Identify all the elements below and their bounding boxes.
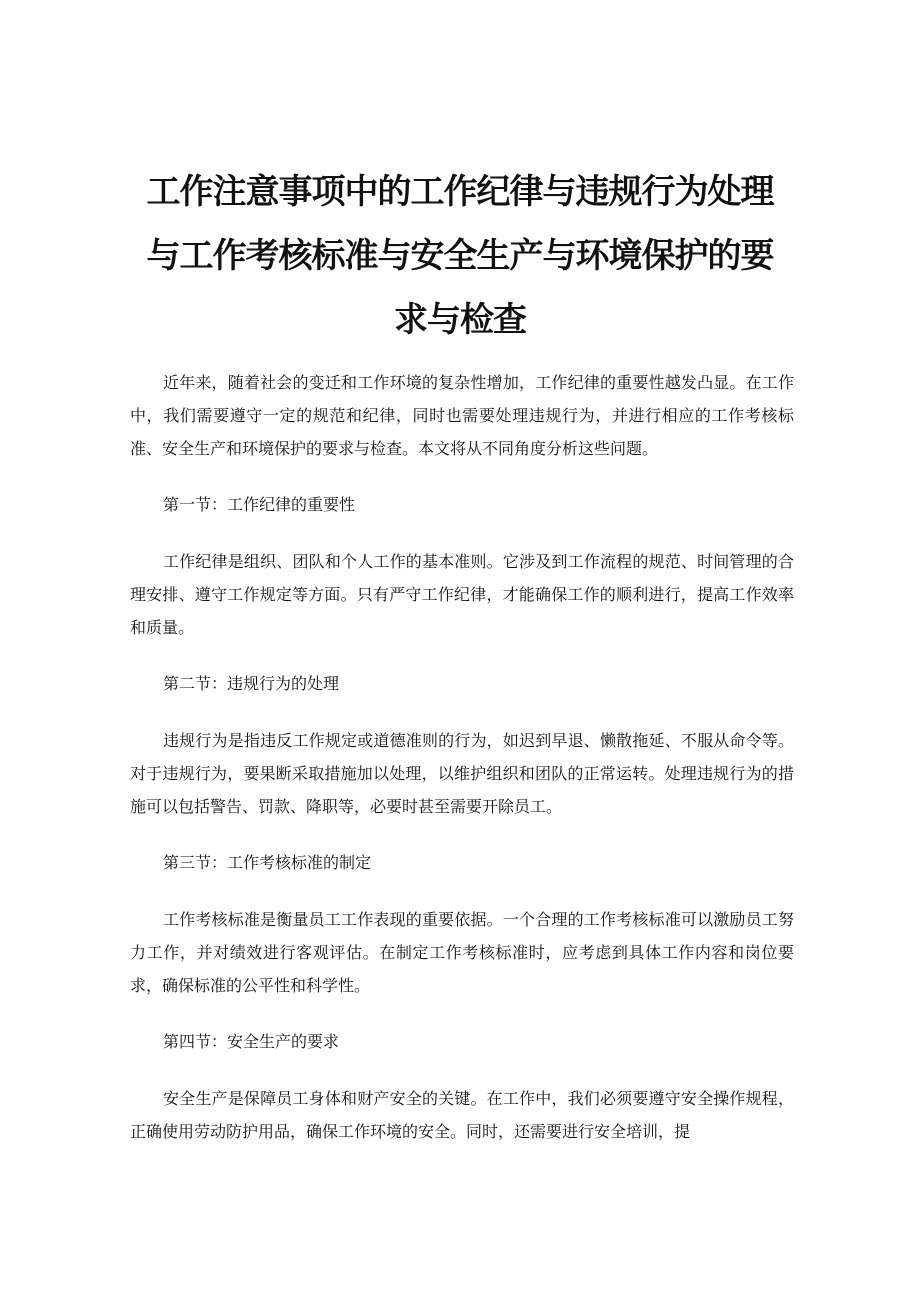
section-2-heading: 第二节：违规行为的处理 bbox=[163, 674, 340, 693]
section-1-paragraph: 工作纪律是组织、团队和个人工作的基本准则。它涉及到工作流程的规范、时间管理的合理安排、遵守工作规定等方面。只有严守工作纪律，才能确保工作的顺利进行，提高工作效率和质量。 bbox=[130, 552, 794, 637]
section-3-paragraph: 工作考核标准是衡量员工工作表现的重要依据。一个合理的工作考核标准可以激励员工努力工作，并对绩效进行客观评估。在制定工作考核标准时，应考虑到具体工作内容和岗位要求，确保标准的公平性和科学性。 bbox=[130, 910, 794, 995]
document-body bbox=[130, 366, 794, 1175]
section-4-heading: 第四节：安全生产的要求 bbox=[163, 1032, 340, 1051]
section-2-paragraph: 违规行为是指违反工作规定或道德准则的行为，如迟到早退、懒散拖延、不服从命令等。对于违规行为，要果断采取措施加以处理，以维护组织和团队的正常运转。处理违规行为的措施可以包括警告、罚款、降职等，必要时甚至需要开除员工。 bbox=[130, 731, 794, 816]
section-4-paragraph: 安全生产是保障员工身体和财产安全的关键。在工作中，我们必须要遵守安全操作规程，正确使用劳动防护用品，确保工作环境的安全。同时，还需要进行安全培训，提 bbox=[130, 1089, 794, 1141]
title-line-1: 工作注意事项中的工作纪律与违规行为处理 bbox=[146, 172, 774, 212]
title-line-3: 求与检查 bbox=[394, 300, 526, 340]
section-3-heading: 第三节：工作考核标准的制定 bbox=[163, 853, 372, 872]
intro-paragraph: 近年来，随着社会的变迁和工作环境的复杂性增加，工作纪律的重要性越发凸显。在工作中，我们需要遵守一定的规范和纪律，同时也需要处理违规行为，并进行相应的工作考核标准、安全生产和环境保护的要求与检查。本文将从不同角度分析这些问题。 bbox=[130, 373, 794, 458]
section-1-heading: 第一节：工作纪律的重要性 bbox=[163, 495, 356, 514]
title-line-2: 与工作考核标准与安全生产与环境保护的要 bbox=[146, 236, 774, 276]
document-title bbox=[130, 160, 790, 352]
